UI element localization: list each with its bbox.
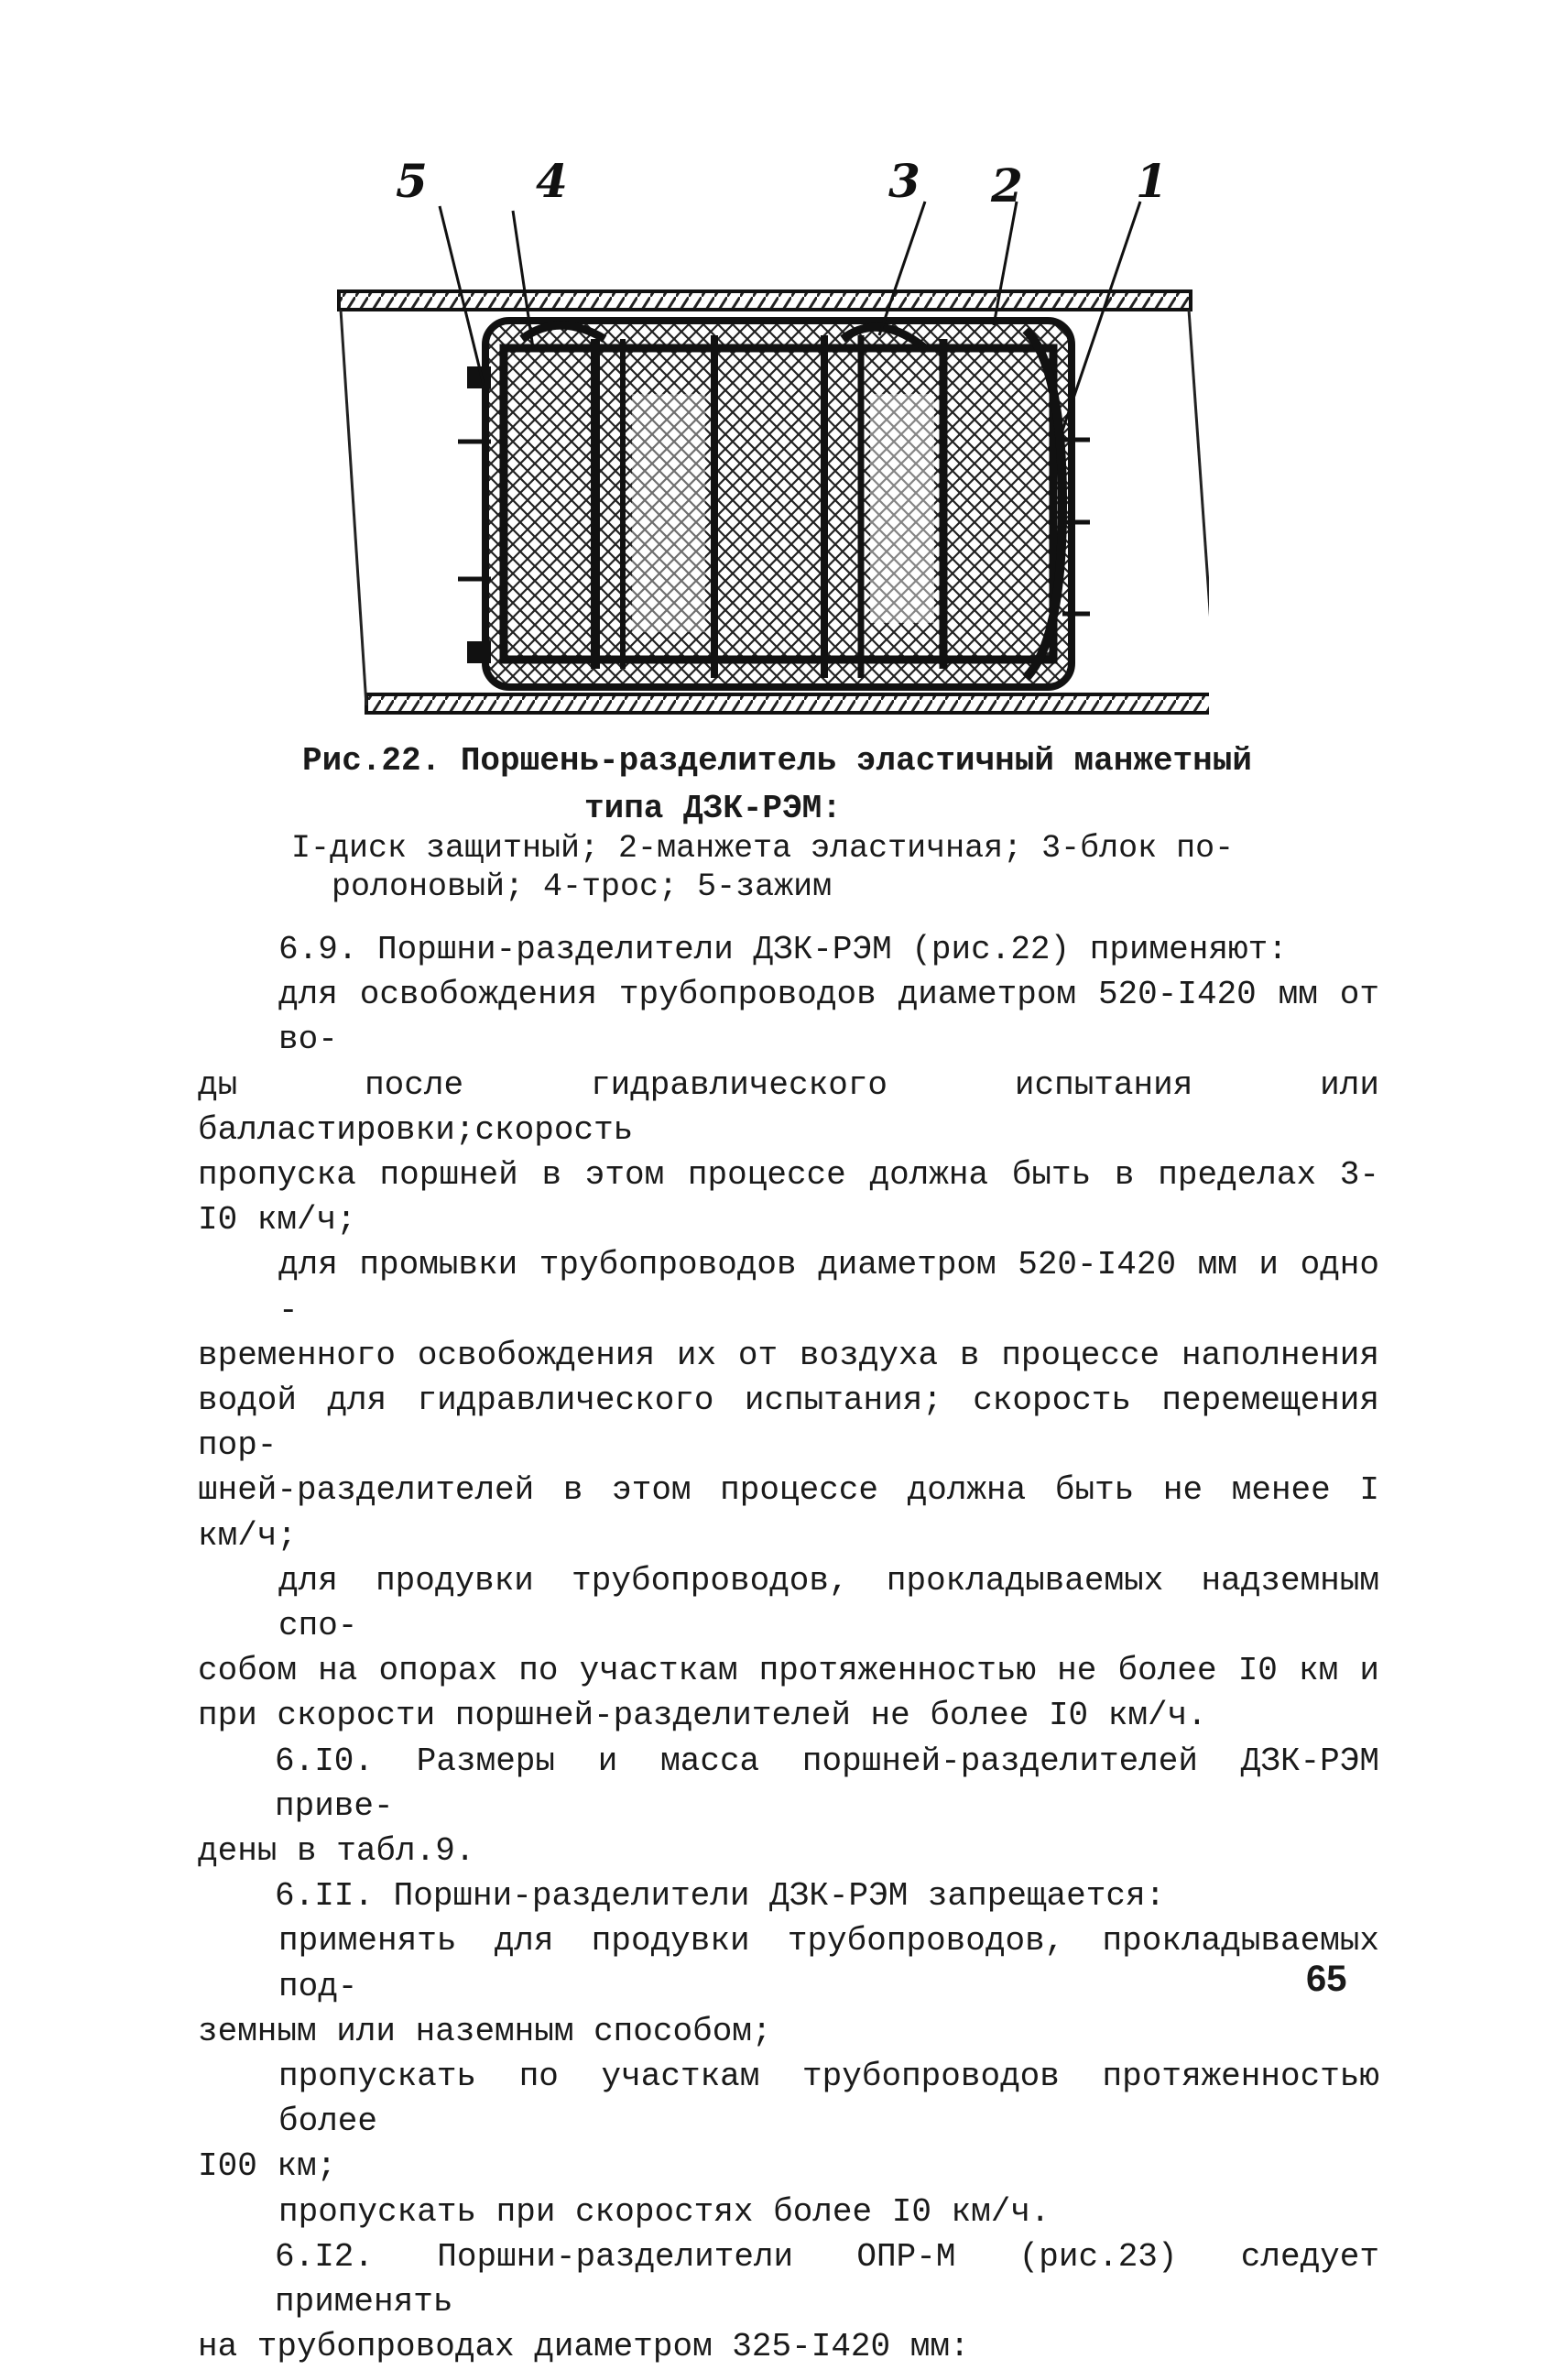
paragraph xyxy=(198,1242,1379,1557)
callout-3: 3 xyxy=(888,156,920,208)
callout-4: 4 xyxy=(536,156,568,208)
figure-caption-title xyxy=(302,737,1255,833)
text-line: для продувки трубопроводов, прокладываемых надземным спо- xyxy=(278,1561,1379,1645)
text-line: применять для продувки трубопроводов, прокладываемых под- xyxy=(278,1922,1379,2005)
callout-5: 5 xyxy=(396,156,428,208)
text-line: 6.9. Поршни-разделители ДЗК-РЭМ (рис.22) применяют: xyxy=(278,931,1288,968)
text-line: пропускать по участкам трубопроводов протяженностью более xyxy=(278,2058,1379,2141)
callout-1: 1 xyxy=(1136,156,1168,208)
text-line: при скорости поршней-разделителей не более I0 км/ч. xyxy=(198,1697,1207,1735)
paragraph xyxy=(198,2190,1379,2234)
pipe-end-left xyxy=(341,310,366,705)
text-line: для освобождения трубопроводов диаметром 520-I420 мм от во- xyxy=(278,976,1379,1059)
text-line: шней-разделителей в этом процессе должна быть не менее I км/ч; xyxy=(198,1471,1379,1555)
text-line: ды после гидравлического испытания или балластировки;скорость xyxy=(198,1065,1379,1149)
pipe-wall-bottom xyxy=(366,694,1209,713)
paragraph xyxy=(198,1558,1379,1739)
text-line: собом на опорах по участкам протяженностью не более I0 км и xyxy=(198,1652,1379,1690)
text-line: для промывки трубопроводов диаметром 520-I420 мм и одно - xyxy=(278,1246,1379,1329)
text-line: 6.I0. Размеры и масса поршней-разделителей ДЗК-РЭМ приве- xyxy=(275,1742,1379,1825)
page-number: 65 xyxy=(1306,1959,1347,1999)
body-text xyxy=(198,927,1379,2370)
text-line: земным или наземным способом; xyxy=(198,2012,772,2050)
text-line: временного освобождения их от воздуха в процессе наполнения xyxy=(198,1336,1379,1374)
text-line: I00 км; xyxy=(198,2147,337,2186)
paragraph xyxy=(198,1918,1379,2054)
text-line: пропуска поршней в этом процессе должна быть в пределах 3- xyxy=(198,1156,1379,1195)
pipe-wall-top xyxy=(339,291,1191,310)
text-line: пропускать при скоростях более I0 км/ч. xyxy=(278,2192,1051,2231)
text-line: водой для гидравлического испытания; скорость перемещения пор- xyxy=(198,1382,1379,1465)
callout-2: 2 xyxy=(991,158,1023,213)
text-line: I0 км/ч; xyxy=(198,1201,356,1240)
paragraph xyxy=(198,1873,1379,1918)
caption-legend-line: ролоновый; 4-трос; 5-зажим xyxy=(332,868,833,905)
caption-title-line: Рис.22. Поршень-разделитель эластичный манжетный xyxy=(302,742,1252,780)
text-line: 6.I2. Поршни-разделители ОПР-М (рис.23) следует применять xyxy=(275,2237,1379,2321)
figure-piston-drawing xyxy=(330,156,1209,733)
piston-diagram xyxy=(330,156,1209,733)
text-line: дены в табл.9. xyxy=(198,1832,475,1871)
paragraph xyxy=(198,972,1379,1242)
pipe-end-right xyxy=(1189,310,1209,702)
paragraph xyxy=(198,927,1379,972)
caption-legend-line: I-диск защитный; 2-манжета эластичная; 3-блок по- xyxy=(291,830,1235,867)
text-line: 6.II. Поршни-разделители ДЗК-РЭМ запрещается: xyxy=(275,1877,1166,1916)
paragraph xyxy=(198,2234,1379,2370)
figure-caption-legend xyxy=(291,829,1262,906)
foam-block xyxy=(485,321,1072,687)
text-line: на трубопроводах диаметром 325-I420 мм: xyxy=(198,2328,970,2366)
paragraph xyxy=(198,2054,1379,2190)
caption-title-line: типа ДЗК-РЭМ: xyxy=(584,790,842,827)
paragraph xyxy=(198,1739,1379,1874)
